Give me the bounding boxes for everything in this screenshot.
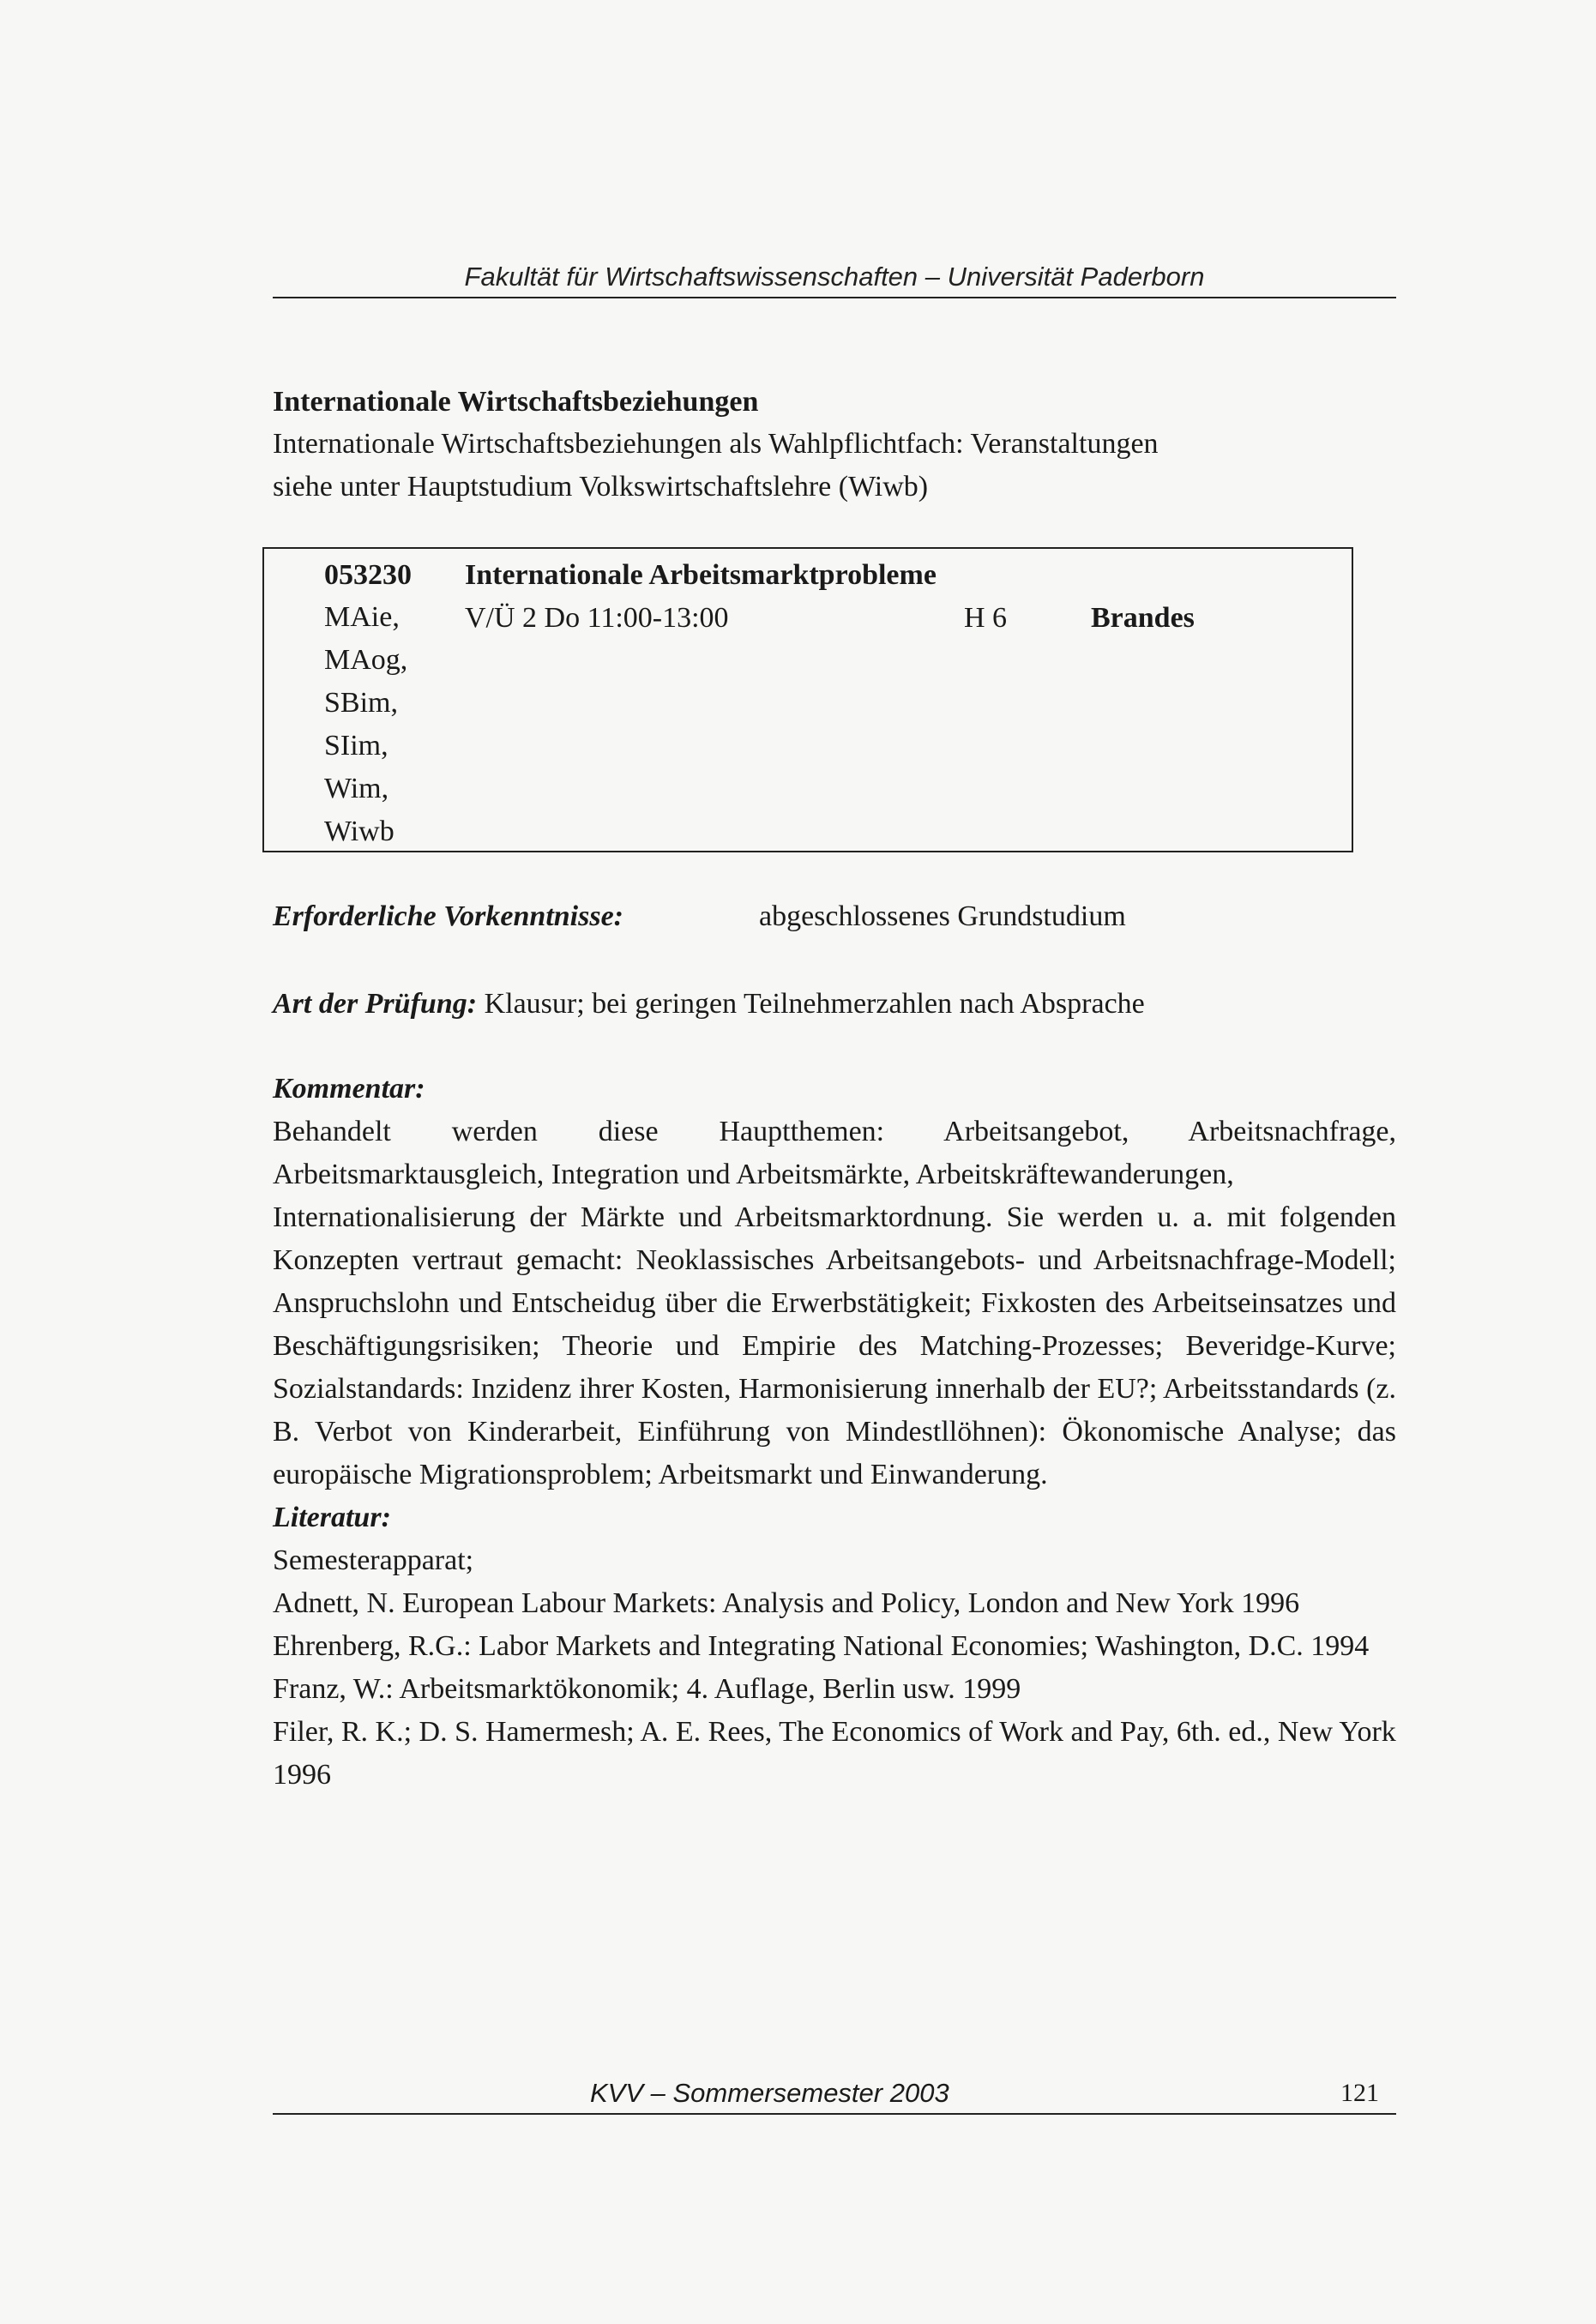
literature-list [273, 1539, 1396, 1797]
exam-label: Art der Prüfung: [273, 988, 478, 1020]
course-programs [324, 596, 407, 853]
literature-label: Literatur: [273, 1502, 391, 1533]
course-room: H 6 [964, 602, 1008, 634]
intro-line: Internationale Wirtschaftsbeziehungen als Wahlpflichtfach: Veranstaltungen [273, 428, 1159, 460]
program-item: MAie, [324, 601, 400, 633]
prerequisites-label: Erforderliche Vorkenntnisse: [273, 900, 623, 932]
program-item: Wim, [324, 773, 389, 804]
comment-section [273, 1068, 1396, 1797]
course-type-time: V/Ü 2 Do 11:00-13:00 [465, 602, 729, 634]
prerequisites [273, 894, 1396, 939]
page-number: 121 [1340, 2079, 1379, 2107]
literature-item: Adnett, N. European Labour Markets: Analysis and Policy, London and New York 1996 [273, 1587, 1300, 1619]
program-item: Wiwb [324, 816, 394, 847]
exam-value: Klausur; bei geringen Teilnehmerzahlen nach Absprache [484, 988, 1145, 1020]
program-item: MAog, [324, 644, 408, 676]
literature-item: Ehrenberg, R.G.: Labor Markets and Integrating National Economies; Washington, D.C. 1994 [273, 1630, 1370, 1662]
intro-line: siehe unter Hauptstudium Volkswirtschaftslehre (Wiwb) [273, 471, 929, 503]
course-box [262, 547, 1353, 852]
literature-item: Semesterapparat; [273, 1544, 474, 1576]
literature-item: Franz, W.: Arbeitsmarktökonomik; 4. Auflage, Berlin usw. 1999 [273, 1673, 1021, 1705]
course-lecturer: Brandes [1091, 602, 1195, 634]
comment-label: Kommentar: [273, 1073, 425, 1105]
program-item: SIim, [324, 730, 388, 762]
intro-section [273, 382, 1396, 509]
literature-item: Filer, R. K.; D. S. Hamermesh; A. E. Rees, The Economics of Work and Pay, 6th. ed., New York 1996 [273, 1716, 1396, 1791]
footer-title: KVV – Sommersemester 2003 [590, 2078, 949, 2108]
exam-type [273, 982, 1396, 1027]
section-title: Internationale Wirtschaftsbeziehungen [273, 386, 759, 418]
program-item: SBim, [324, 687, 398, 719]
course-id: 053230 [324, 559, 412, 591]
prerequisites-value: abgeschlossenes Grundstudium [759, 900, 1126, 932]
running-footer [273, 2074, 1396, 2115]
course-title: Internationale Arbeitsmarktprobleme [465, 559, 937, 591]
comment-paragraph: Behandelt werden diese Hauptthemen: Arbeitsangebot, Arbeitsnachfrage, Arbeitsmarktausgleich, Integration und Arbeitsmärkte, Arbeitskräftewanderungen, [273, 1116, 1396, 1190]
running-header: Fakultät für Wirtschaftswissenschaften – Universität Paderborn [273, 257, 1396, 298]
comment-paragraph: Internationalisierung der Märkte und Arbeitsmarktordnung. Sie werden u. a. mit folgenden Konzepten vertraut gemacht: Neoklassisches Arbeitsangebots- und Arbeitsnachfrage-Modell; Anspruchslohn und Entscheidug über die Erwerbstätigkeit; Fixkosten des Arbeitseinsatzes und Beschäftigungsrisiken; Theorie und Empirie des Matching-Prozesses; Beveridge-Kurve; Sozialstandards: Inzidenz ihrer Kosten, Harmonisierung innerhalb der EU?; Arbeitsstandards (z. B. Verbot von Kinderarbeit, Einführung von Mindestllöhnen): Ökonomische Analyse; das europäische Migrationsproblem; Arbeitsmarkt und Einwanderung. [273, 1201, 1396, 1490]
